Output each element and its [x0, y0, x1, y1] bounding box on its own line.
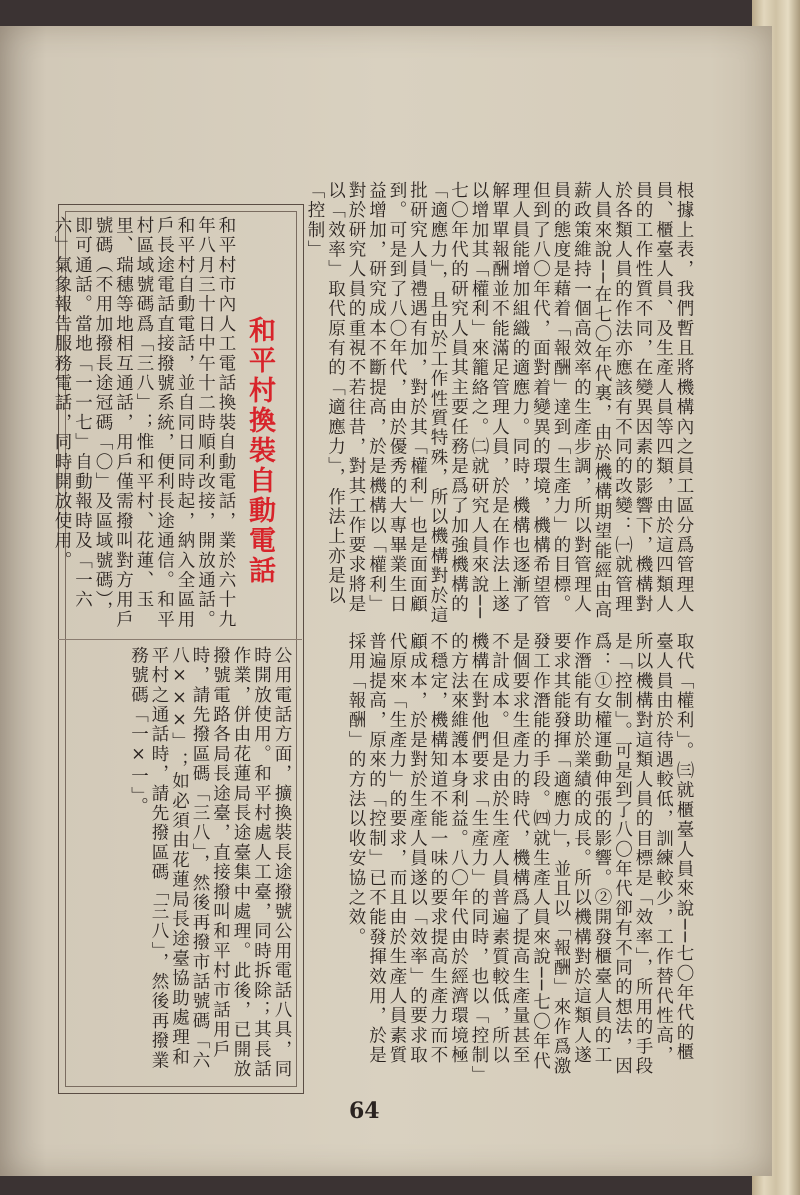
article-text-lower: 取代「權利」。㈢就櫃臺人員來說──七〇年代的櫃臺人員由於待遇較低，訓練較少，工作替代性高，所以機構對這類人員的目標是「效率」，所用的手段是「控制」。可是到了八〇年代卻有不同的想法，因爲：①女權運動伸張的影響。②開發櫃臺人員的工作潛能有助於業績的成長。所以機構對於這類人遂要求其能發揮「適應力」，並且以「報酬」來作爲激發工作潛能的手段。㈣就生產人員來說──七〇年代是個要求生產力的時代，機構爲了提高生產量甚至不計成本。但是由於生產人員普遍素質較低，所以機構在對他們要求「生產力」的同時，也以「控制」的方法來維護本身利益。八〇年代由於經濟環境極不穩定，機構知道不能一味的要求提高生產力而不顧成本，於是對於生產人員遂以「效率」的要求取代原來「生產力」的要求，而且由於生產人員素質普遍提高，原來的「控制」已不能發揮效用，於是採用「報酬」的方法以收安協之效。: [346, 632, 694, 1077]
news-box-text-upper: 和平村市內人工電話換裝自動電話，業於六十九年八月三十日中午十二時順利改接，開放通話。和平村自動電話，並自同日同時起，納入全區用戶長途電話直接撥號系統，便利長途通信。和平村區域號碼爲「三八」；惟和平村、花蓮、玉里、瑞穗等地相互通話，用戶僅需撥叫對方用戶號碼（不用加撥長途冠碼「〇」及區域號碼），即可通話。當地「一一七」自動報時及「一六六」氣象報告服務電話，同時開放使用。: [52, 216, 236, 630]
news-box-divider: [58, 639, 302, 640]
page-number: 64: [349, 1098, 380, 1124]
news-box-title: 和平村換裝自動電話: [244, 316, 275, 586]
book-page: [0, 26, 772, 1176]
news-box-text-lower: 公用電話方面，擴換裝長途撥號公用電話八具，同時開放使用。和平村處人工臺，同時拆除；其長話作業，併由花蓮局長途臺集中處理。此後，已開放撥號電路各局長途臺，直接撥叫和平村市話用戶時，請先撥區碼「三八」，然後再撥市話號碼「六八×××」；如必須由花蓮局長途臺協助處理和平村之通話時，請先撥區碼「三八」，然後再撥業務號碼「一×一」。: [128, 646, 292, 1080]
article-text-upper: 根據上表，我們暫且將機構內之員工區分爲管理人員、櫃臺人員、及生產人員等四類，由於這四類人員的工作性質不同，在變異因素的影響下，機構對於各類人員的作法亦應該有不同的改變：㈠就管理人員來說──在七〇年代裏，由於機構期望能經由高薪政策維持一個高效率的生產步調，所以對管理人員的態度是藉着「報酬」達到「生產力」的目標。但到了八〇年代，面對着變異的環境，機構希望管理人員能增加組織的適應力。同時，機構也逐漸了解單單報酬並不能滿足管理人員，於是在作法上遂以增加其「權利」來籠絡之。㈡就研究人員來說──七〇年代的研究人員其主要任務是爲了加強機構的「適應力」，且由於工作性質特殊，所以機構對於這批研究人員禮遇有加，對於其「權利」也是面面顧到。可是到了八〇年代，由於優秀的大專畢業生日益增加，研究成本不斷提高，於是機構以「權利」對於研究人員的重視不若往昔，對其工作要求將是以「效率」取代原有的「適應力」，作法上亦是以「控制」: [305, 181, 694, 626]
